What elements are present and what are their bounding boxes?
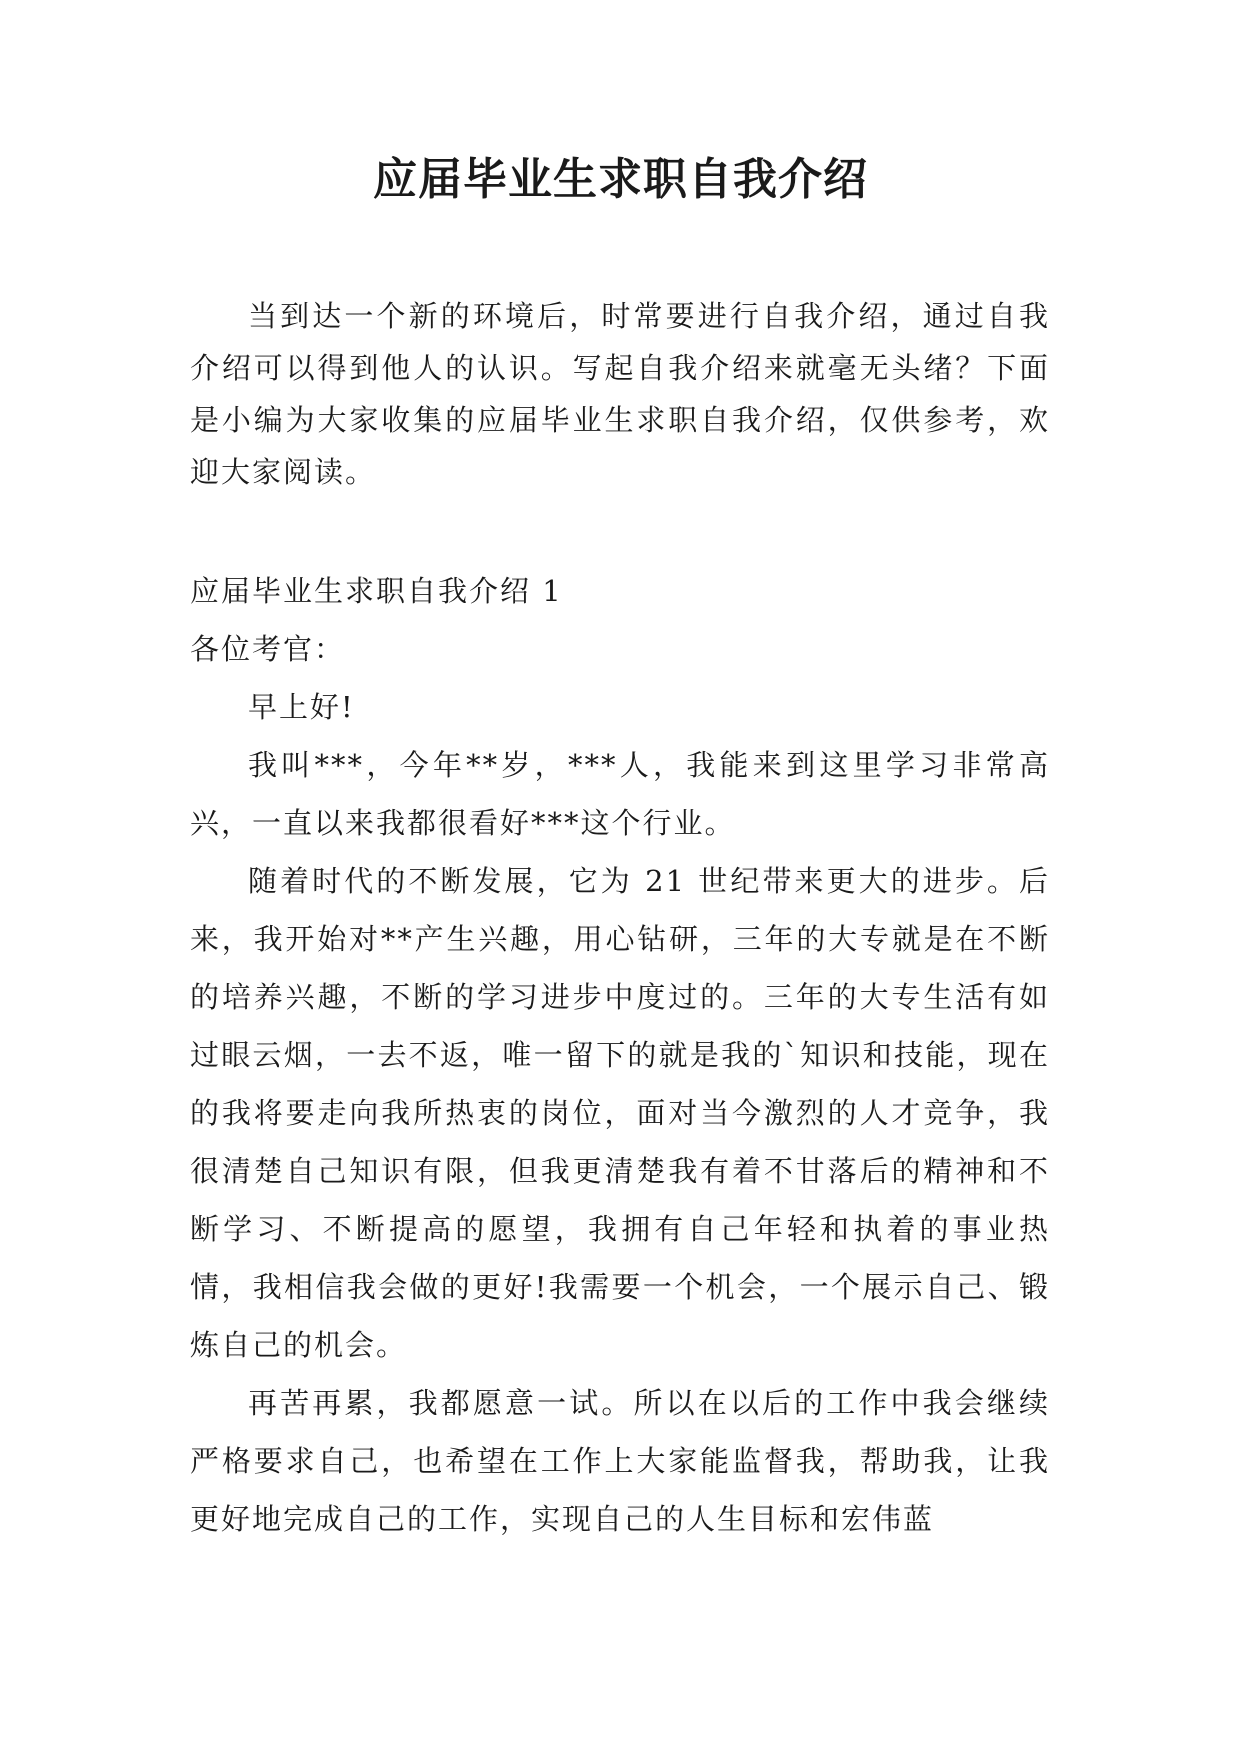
body-paragraph: 再苦再累，我都愿意一试。所以在以后的工作中我会继续严格要求自己，也希望在工作上大家能监督我，帮助我，让我更好地完成自己的工作，实现自己的人生目标和宏伟蓝 [190,1386,1050,1536]
salutation: 各位考官： [190,632,346,666]
body-paragraph: 早上好! [248,690,355,724]
intro-paragraph: 当到达一个新的环境后，时常要进行自我介绍，通过自我介绍可以得到他人的认识。写起自我介绍来就毫无头绪？下面是小编为大家收集的应届毕业生求职自我介绍，仅供参考，欢迎大家阅读。 [190,299,1050,489]
body-paragraph: 随着时代的不断发展，它为 21 世纪带来更大的进步。后来，我开始对**产生兴趣，用心钻研，三年的大专就是在不断的培养兴趣，不断的学习进步中度过的。三年的大专生活有如过眼云烟，一去不返，唯一留下的就是我的`知识和技能，现在的我将要走向我所热衷的岗位，面对当今激烈的人才竞争，我很清楚自己知识有限，但我更清楚我有着不甘落后的精神和不断学习、不断提高的愿望，我拥有自己年轻和执着的事业热情，我相信我会做的更好!我需要一个机会，一个展示自己、锻炼自己的机会。 [190,864,1050,1362]
document-body [190,290,1050,1548]
document-title: 应届毕业生求职自我介绍 [373,154,868,205]
section-heading: 应届毕业生求职自我介绍 1 [190,574,563,608]
body-paragraph: 我叫***，今年**岁，***人，我能来到这里学习非常高兴，一直以来我都很看好***这个行业。 [190,748,1050,840]
